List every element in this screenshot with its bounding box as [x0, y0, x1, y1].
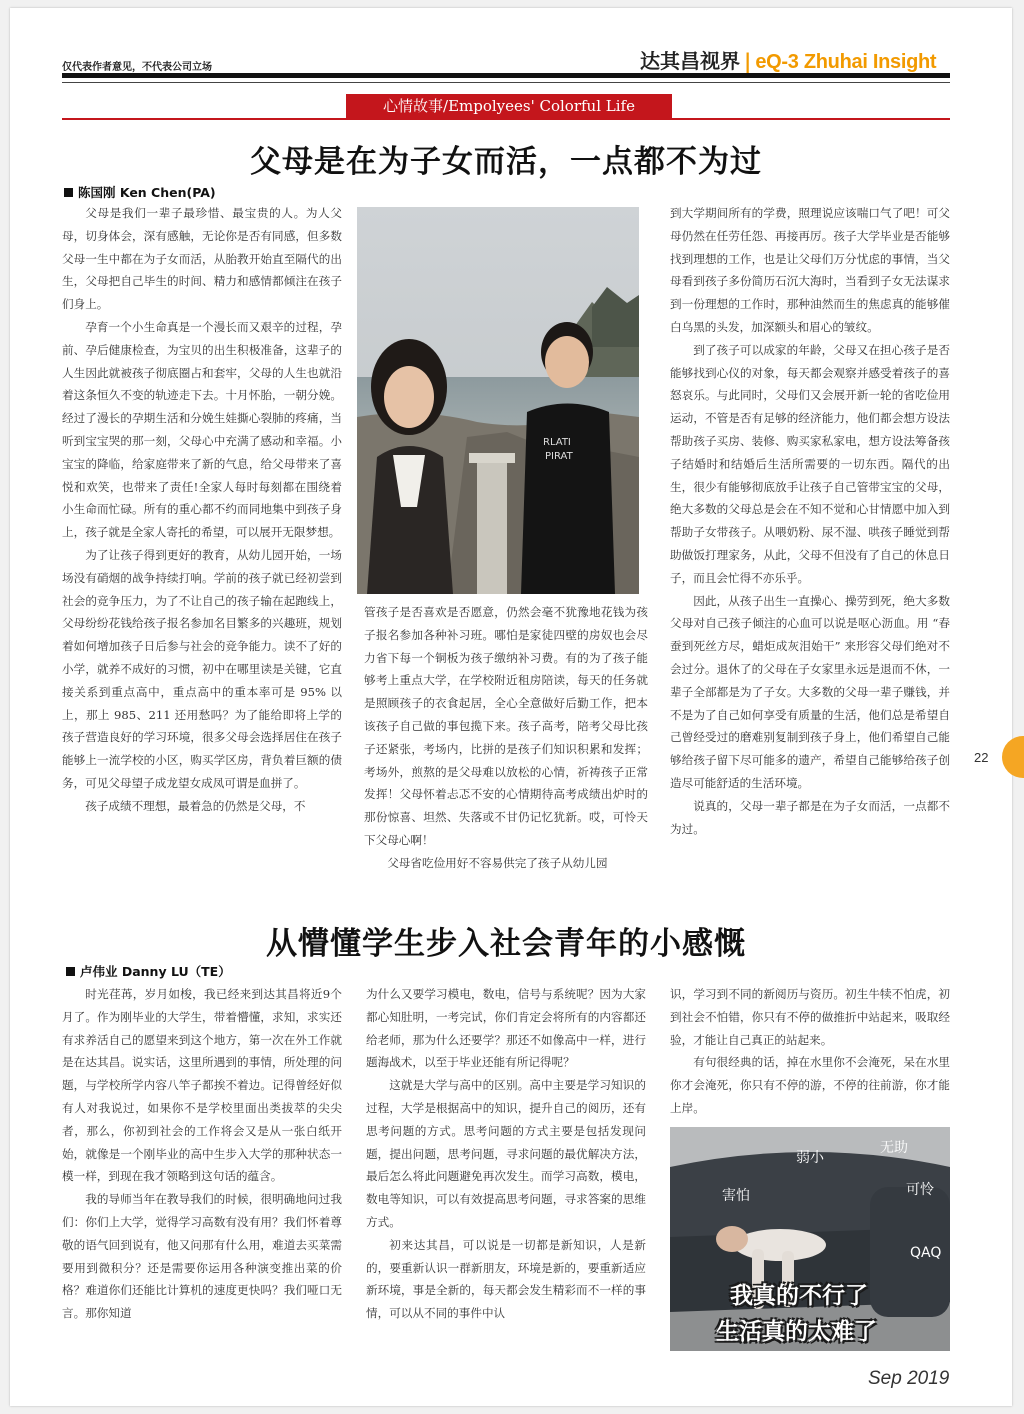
issue-date: Sep 2019 — [868, 1368, 950, 1389]
paragraph: 为了让孩子得到更好的教育，从幼儿园开始，一场场没有硝烟的战争持续打响。学前的孩子就已经初尝到社会的竞争压力，为了不让自己的孩子输在起跑线上，父母纷纷花钱给孩子报名参加名目繁多的兴趣班，规划着如何增加孩子日后参与社会的竞争能力。读不了好的小学，就养不成好的习惯，初中在哪里读是关键，它直接关系到重点高中，重点高中的重本率可是 95% 以上，那上 985、211 还用愁吗？为了能给即将上学的孩子营造良好的学习环境，很多父母会选择居住在孩子能够上一流学校的小区，购买学区房，背负着巨额的债务，可见父母望子成龙望女成凤可谓是血拼了。 — [62, 547, 342, 790]
category-rule — [62, 118, 950, 120]
paragraph: 有句很经典的话，掉在水里你不会淹死，呆在水里你才会淹死，你只有不停的游，不停的往前游，你才能上岸。 — [670, 1055, 950, 1115]
meme-word: QAQ — [910, 1245, 942, 1261]
paragraph: 孕育一个小生命真是一个漫长而又艰辛的过程，孕前、孕后健康检查，为宝贝的出生积极准备，这辈子的人生因此就被孩子彻底圈占和套牢，父母的人生也就沿着这条恒久不变的轨迹走下去。十月怀胎，一朝分娩。经过了漫长的孕期生活和分娩生娃撕心裂肺的疼痛，当听到宝宝哭的那一刻，父母心中充满了感动和幸福。小宝宝的降临，给家庭带来了新的气息，给父母带来了喜悦和欢笑，也带来了责任!全家人每时每刻都在围绕着小生命而忙碌。所有的重心都不约而同地集中到孩子身上，孩子就是全家人寄托的希望，可以展开无限梦想。 — [62, 319, 342, 540]
article1-column-2 — [364, 601, 648, 875]
svg-text:PIRAT: PIRAT — [545, 451, 573, 462]
byline-marker — [64, 188, 73, 197]
header-rule-thick — [62, 73, 950, 78]
masthead-cn: 达其昌视界 — [640, 49, 740, 73]
article2-author: 卢伟业 Danny LU（TE） — [80, 964, 231, 979]
meme-caption-2: 生活真的太难了 — [716, 1319, 877, 1345]
meme-word: 害怕 — [722, 1188, 750, 1204]
article2-byline — [66, 962, 231, 980]
paragraph: 时光荏苒，岁月如梭，我已经来到达其昌将近9个月了。作为刚毕业的大学生，带着懵懂，求知，求实还有求养活自己的愿望来到这个地方，第一次在外工作就是在达其昌。说实话，这里所遇到的事情，所处理的问题，与学校所学内容八竿子都挨不着边。记得曾经好似有人对我说过，如果你不是学校里面出类拔萃的尖尖者，那么，你初到社会的工作将会又是从一张白纸开始，就像是一个刚毕业的高中生步入大学的那种状态一模一样，到现在我才领略到这句话的蕴含。 — [62, 987, 342, 1184]
paragraph: 管孩子是否喜欢是否愿意，仍然会毫不犹豫地花钱为孩子报名参加各种补习班。哪怕是家徒四壁的房奴也会尽力省下每一个铜板为孩子缴纳补习费。有的为了孩子能够考上重点大学，在学校附近租房陪读，每天的任务就是照顾孩子的衣食起居，全心全意做好后勤工作，把本该孩子自己做的事包揽下来。孩子高考，陪考父母比孩子还紧张，考场内，比拼的是孩子们知识积累和发挥；考场外，煎熬的是父母难以放松的心情，祈祷孩子正常发挥！父母怀着忐忑不安的心情期待高考成绩出炉时的那份惊喜、坦然、失落或不甘仍记忆犹新。哎，可怜天下父母心啊！ — [364, 605, 648, 847]
article1-column-3 — [670, 202, 950, 840]
meme-word: 弱小 — [796, 1150, 824, 1166]
svg-text:RLATI: RLATI — [543, 437, 571, 448]
article1-author: 陈国刚 Ken Chen(PA) — [78, 185, 216, 200]
article1-photo — [357, 207, 639, 594]
article2-column-3 — [670, 983, 950, 1120]
masthead-en: eQ-3 Zhuhai Insight — [755, 51, 937, 73]
disclaimer: 仅代表作者意见，不代表公司立场 — [62, 62, 212, 73]
meme-word: 无助 — [880, 1140, 908, 1156]
article2-column-2 — [366, 983, 646, 1325]
paragraph: 初来达其昌，可以说是一切都是新知识，人是新的，要重新认识一群新朋友，环境是新的，要重新适应新环境，事是全新的，每天都会发生精彩而不一样的事情，可以从不同的事件中认 — [366, 1237, 646, 1321]
meme-word: 可怜 — [906, 1182, 934, 1198]
paragraph: 父母省吃俭用好不容易供完了孩子从幼儿园 — [387, 855, 608, 870]
paragraph: 到大学期间所有的学费，照理说应该喘口气了吧！可父母仍然在任劳任怨、再接再厉。孩子大学毕业是否能够找到理想的工作，也是让父母们万分忧虑的事情，当父母看到孩子多份简历石沉大海时，当看到子女无法谋求到一份理想的工作时，那种油然而生的焦虑真的能够催白乌黑的头发，加深额头和眉心的皱纹。 — [670, 206, 950, 334]
paragraph: 说真的，父母一辈子都是在为子女而活，一点都不为过。 — [670, 798, 950, 836]
article2-title: 从懵懂学生步入社会青年的小感慨 — [266, 926, 746, 962]
paragraph: 父母是我们一辈子最珍惜、最宝贵的人。为人父母，切身体会，深有感触，无论你是否有同感，但多数父母一生中都在为子女而活，从胎教开始直至隔代的出生，父母把自己毕生的时间、精力和感情都倾注在孩子们身上。 — [62, 206, 342, 312]
masthead — [640, 45, 936, 74]
paragraph: 孩子成绩不理想，最着急的仍然是父母，不 — [85, 798, 306, 813]
paragraph: 识，学习到不同的新阅历与资历。初生牛犊不怕虎，初到社会不怕错，你只有不停的做推折中站起来，吸取经验，才能让自己真正的站起来。 — [670, 987, 950, 1047]
category-banner: 心情故事/Empolyees' Colorful Life — [346, 94, 672, 118]
header-rule-thin — [62, 82, 950, 83]
paragraph: 到了孩子可以成家的年龄，父母又在担心孩子是否能够找到心仪的对象，每天都会观察并感受着孩子的喜怒哀乐。与此同时，父母们又会展开新一轮的省吃俭用运动，不管是否有足够的经济能力，他们都会想方设法帮助孩子买房、装修、购买家私家电，想方设法筹备孩子结婚时和结婚后生活所需要的一切东西。隔代的出生，很少有能够彻底放手让孩子自己管带宝宝的父母，绝大多数的父母总是会在不知不觉和心甘情愿中加入到帮助子女带孩子。从喂奶粉、尿不湿、哄孩子睡觉到帮助做饭打理家务，从此，父母不但没有了自己的休息日子，而且会忙得不亦乐乎。 — [670, 342, 950, 585]
article1-column-1 — [62, 202, 342, 818]
article1-byline — [64, 183, 216, 201]
family-photo-icon — [357, 207, 639, 594]
masthead-separator: | — [744, 49, 752, 73]
article1-title: 父母是在为子女而活，一点都不为过 — [250, 144, 762, 180]
paragraph: 我的导师当年在教导我们的时候，很明确地问过我们：你们上大学，觉得学习高数有没有用？我们怀着尊敬的语气回到说有，他又问那有什么用，难道去买菜需要用到微积分？还是需要你运用各种演变推出菜的价格？难道你们还能比计算机的速度更快吗？我们哑口无言。那你知道 — [62, 1192, 342, 1321]
meme-image — [670, 1127, 950, 1351]
meme-caption-1: 我真的不行了 — [730, 1283, 868, 1309]
paragraph: 这就是大学与高中的区别。高中主要是学习知识的过程，大学是根据高中的知识，提升自己的阅历，还有思考问题的方式。思考问题的方式主要是包括发现问题，提出问题，思考问题，寻求问题的最优解决方法，最后怎么将此问题避免再次发生。而学习高数，模电，数电等知识，可以有效提高思考问题，寻求答案的思维方式。 — [366, 1078, 646, 1229]
page-number: 22 — [974, 750, 989, 765]
byline-marker — [66, 967, 75, 976]
article2-column-1 — [62, 983, 342, 1325]
paragraph: 为什么又要学习模电，数电，信号与系统呢？因为大家都心知肚明，一考完试，你们肯定会将所有的内容都还给老师，那为什么还要学？那还不如像高中一样，进行题海战术，以至于毕业还能有所记得呢？ — [366, 987, 646, 1070]
paragraph: 因此，从孩子出生一直操心、操劳到死，绝大多数父母对自己孩子倾注的心血可以说是呕心沥血。用 “春蚕到死丝方尽，蜡炬成灰泪始干” 来形容父母们绝对不会过分。退休了的父母在子女家里永远是退而不休，一辈子全部都是为了子女。大多数的父母一辈子赚钱，并不是为了自己如何享受有质量的生活，他们总是希望自己曾经受过的磨难别复制到孩子身上，他们希望自己能够给孩子留下尽可能多的遗产，希望自己能够给孩子创造尽可能舒适的生活环境。 — [670, 593, 950, 790]
